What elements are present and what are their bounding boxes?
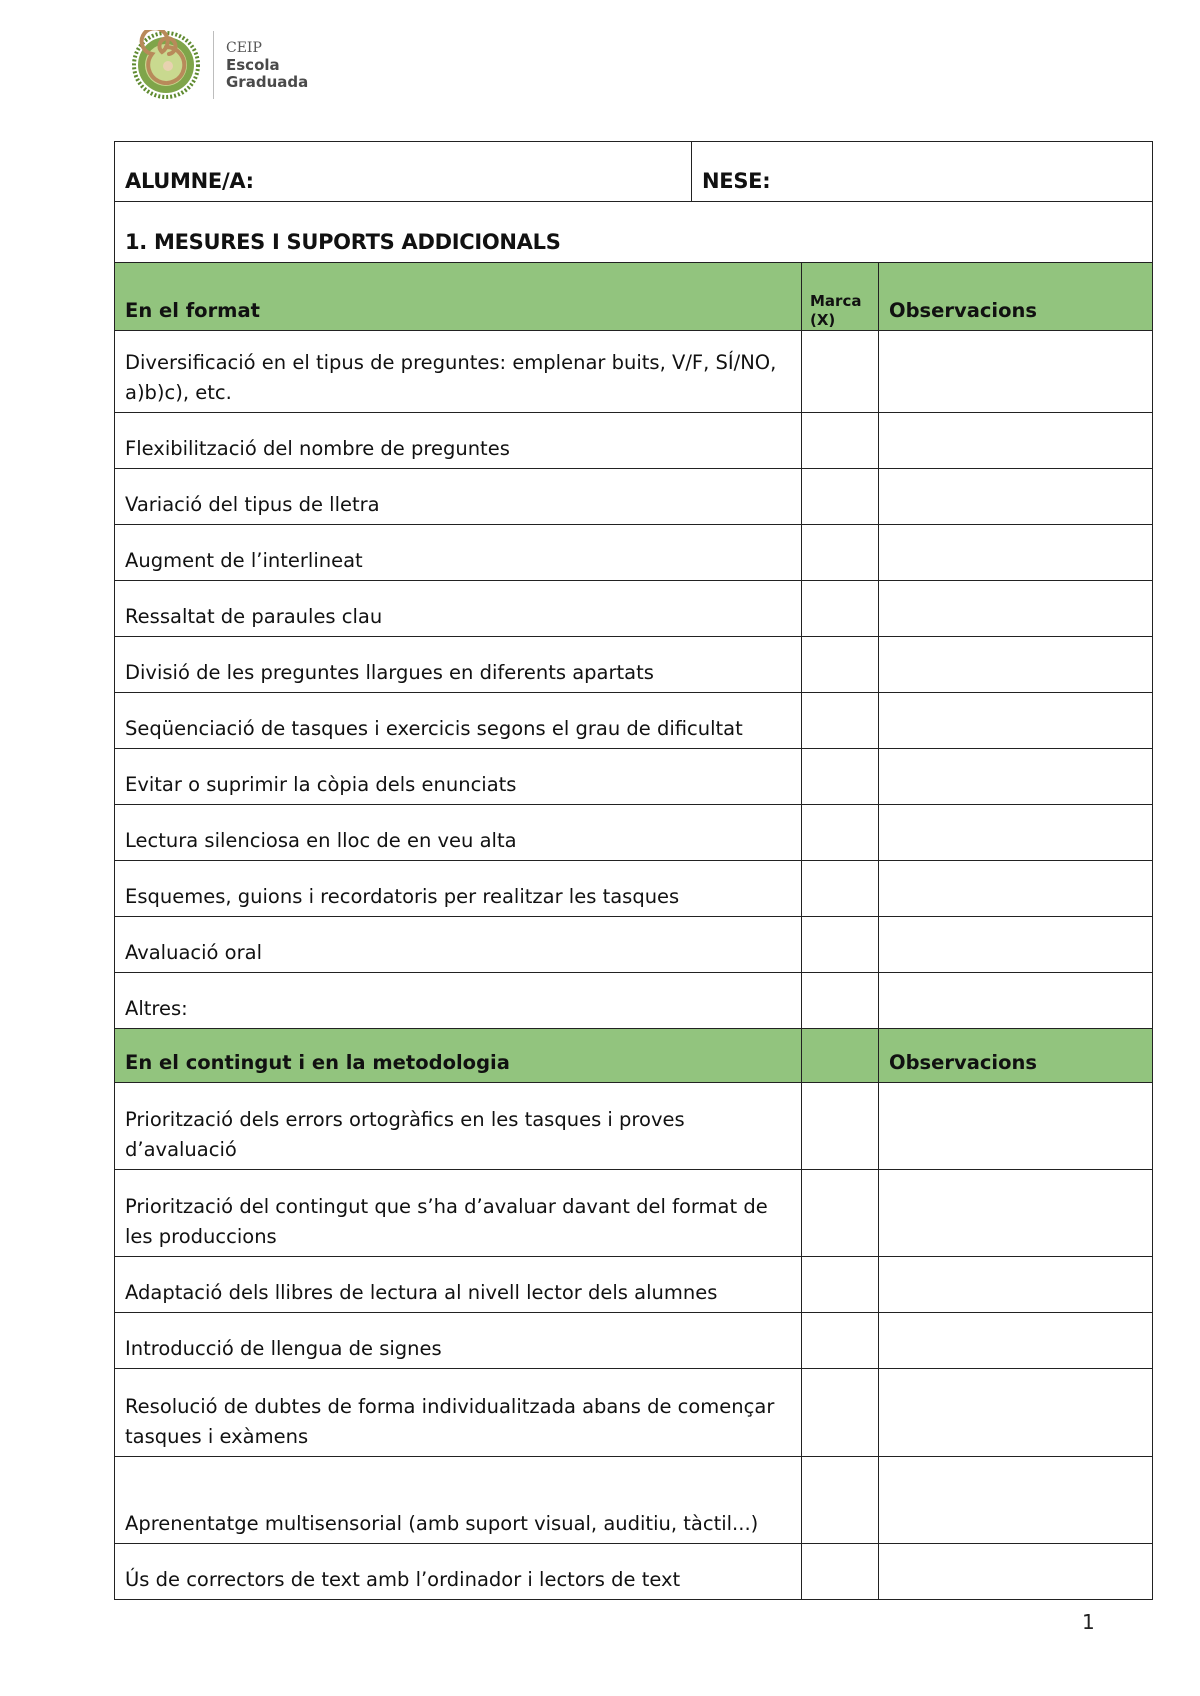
measure-row [115, 1544, 1153, 1600]
measure-label: Augment de l’interlineat [115, 525, 802, 581]
observations-cell[interactable] [879, 1170, 1153, 1257]
observations-cell[interactable] [879, 1457, 1153, 1544]
mark-cell[interactable] [802, 1457, 879, 1544]
logo-line-escola: Escola [226, 55, 280, 74]
measure-label: Priorització dels errors ortogràfics en les tasques i proves d’avaluació [115, 1083, 802, 1170]
page-number: 1 [1082, 1610, 1095, 1634]
content-mark-heading-cell [802, 1029, 879, 1083]
mark-cell[interactable] [802, 1369, 879, 1457]
support-measures-table [114, 141, 1153, 1600]
measure-label: Flexibilització del nombre de preguntes [115, 413, 802, 469]
observations-cell[interactable] [879, 1313, 1153, 1369]
logo-line-graduada: Graduada [226, 72, 309, 91]
mark-cell[interactable] [802, 581, 879, 637]
mark-cell[interactable] [802, 331, 879, 413]
measure-row [115, 693, 1153, 749]
measure-label: Altres: [115, 973, 802, 1029]
measure-label: Introducció de llengua de signes [115, 1313, 802, 1369]
mark-cell[interactable] [802, 1544, 879, 1600]
mark-cell[interactable] [802, 1170, 879, 1257]
observations-cell[interactable] [879, 1083, 1153, 1170]
observations-cell[interactable] [879, 1257, 1153, 1313]
observations-cell[interactable] [879, 1369, 1153, 1457]
measure-row [115, 413, 1153, 469]
measure-row [115, 581, 1153, 637]
format-observations-heading: Observacions [879, 263, 1153, 331]
content-heading-cell: En el contingut i en la metodologia [115, 1029, 802, 1083]
measure-row [115, 1257, 1153, 1313]
measure-row [115, 1313, 1153, 1369]
measure-label: Seqüenciació de tasques i exercicis segons el grau de dificultat [115, 693, 802, 749]
mark-cell[interactable] [802, 1313, 879, 1369]
mark-cell[interactable] [802, 637, 879, 693]
observations-cell[interactable] [879, 413, 1153, 469]
observations-cell[interactable] [879, 331, 1153, 413]
observations-cell[interactable] [879, 693, 1153, 749]
measure-label: Ressaltat de paraules clau [115, 581, 802, 637]
section-title-row [115, 202, 1153, 263]
measure-row [115, 525, 1153, 581]
measure-label: Evitar o suprimir la còpia dels enunciats [115, 749, 802, 805]
mark-column-heading: Marca (X) [802, 263, 879, 331]
mark-cell[interactable] [802, 917, 879, 973]
measure-row [115, 917, 1153, 973]
mark-cell[interactable] [802, 525, 879, 581]
mark-cell[interactable] [802, 1257, 879, 1313]
measure-label: Avaluació oral [115, 917, 802, 973]
observations-cell[interactable] [879, 469, 1153, 525]
measure-row [115, 1457, 1153, 1544]
format-header-row [115, 263, 1153, 331]
measure-row [115, 1369, 1153, 1457]
observations-cell[interactable] [879, 805, 1153, 861]
student-name-cell[interactable] [115, 142, 692, 202]
mark-cell[interactable] [802, 805, 879, 861]
mark-cell[interactable] [802, 973, 879, 1029]
mark-cell[interactable] [802, 749, 879, 805]
measure-row [115, 861, 1153, 917]
content-header-row [115, 1029, 1153, 1083]
measure-label: Diversificació en el tipus de preguntes: emplenar buits, V/F, SÍ/NO, a)b)c), etc. [115, 331, 802, 413]
observations-cell[interactable] [879, 581, 1153, 637]
observations-cell[interactable] [879, 1544, 1153, 1600]
measure-label: Adaptació dels llibres de lectura al nivell lector dels alumnes [115, 1257, 802, 1313]
school-logo [131, 30, 308, 100]
content-observations-heading: Observacions [879, 1029, 1153, 1083]
measure-label: Divisió de les preguntes llargues en diferents apartats [115, 637, 802, 693]
measure-row [115, 331, 1153, 413]
observations-cell[interactable] [879, 917, 1153, 973]
measure-label: Variació del tipus de lletra [115, 469, 802, 525]
student-header-row [115, 142, 1153, 202]
logo-divider [213, 31, 214, 99]
student-name-label: ALUMNE/A: [125, 169, 254, 193]
observations-cell[interactable] [879, 861, 1153, 917]
measure-label: Resolució de dubtes de forma individualitzada abans de començar tasques i exàmens [115, 1369, 802, 1457]
nese-label: NESE: [702, 169, 771, 193]
section-title: 1. MESURES I SUPORTS ADDICIONALS [125, 230, 561, 254]
measure-row [115, 1170, 1153, 1257]
section-title-cell [115, 202, 1153, 263]
measure-label: Ús de correctors de text amb l’ordinador i lectors de text [115, 1544, 802, 1600]
measure-row [115, 637, 1153, 693]
logo-line-ceip: CEIP [226, 39, 262, 56]
observations-cell[interactable] [879, 525, 1153, 581]
measure-row [115, 973, 1153, 1029]
observations-cell[interactable] [879, 749, 1153, 805]
observations-cell[interactable] [879, 637, 1153, 693]
measure-row [115, 469, 1153, 525]
measure-row [115, 1083, 1153, 1170]
school-emblem-icon [131, 30, 201, 100]
mark-cell[interactable] [802, 413, 879, 469]
measure-label: Aprenentatge multisensorial (amb suport visual, auditiu, tàctil...) [115, 1457, 802, 1544]
mark-cell[interactable] [802, 1083, 879, 1170]
measure-label: Priorització del contingut que s’ha d’avaluar davant del format de les produccions [115, 1170, 802, 1257]
measure-row [115, 805, 1153, 861]
logo-wordmark [226, 40, 308, 91]
mark-cell[interactable] [802, 693, 879, 749]
mark-cell[interactable] [802, 469, 879, 525]
measure-label: Esquemes, guions i recordatoris per realitzar les tasques [115, 861, 802, 917]
measure-row [115, 749, 1153, 805]
format-heading-cell: En el format [115, 263, 802, 331]
observations-cell[interactable] [879, 973, 1153, 1029]
nese-cell[interactable] [692, 142, 1153, 202]
mark-cell[interactable] [802, 861, 879, 917]
measure-label: Lectura silenciosa en lloc de en veu alta [115, 805, 802, 861]
